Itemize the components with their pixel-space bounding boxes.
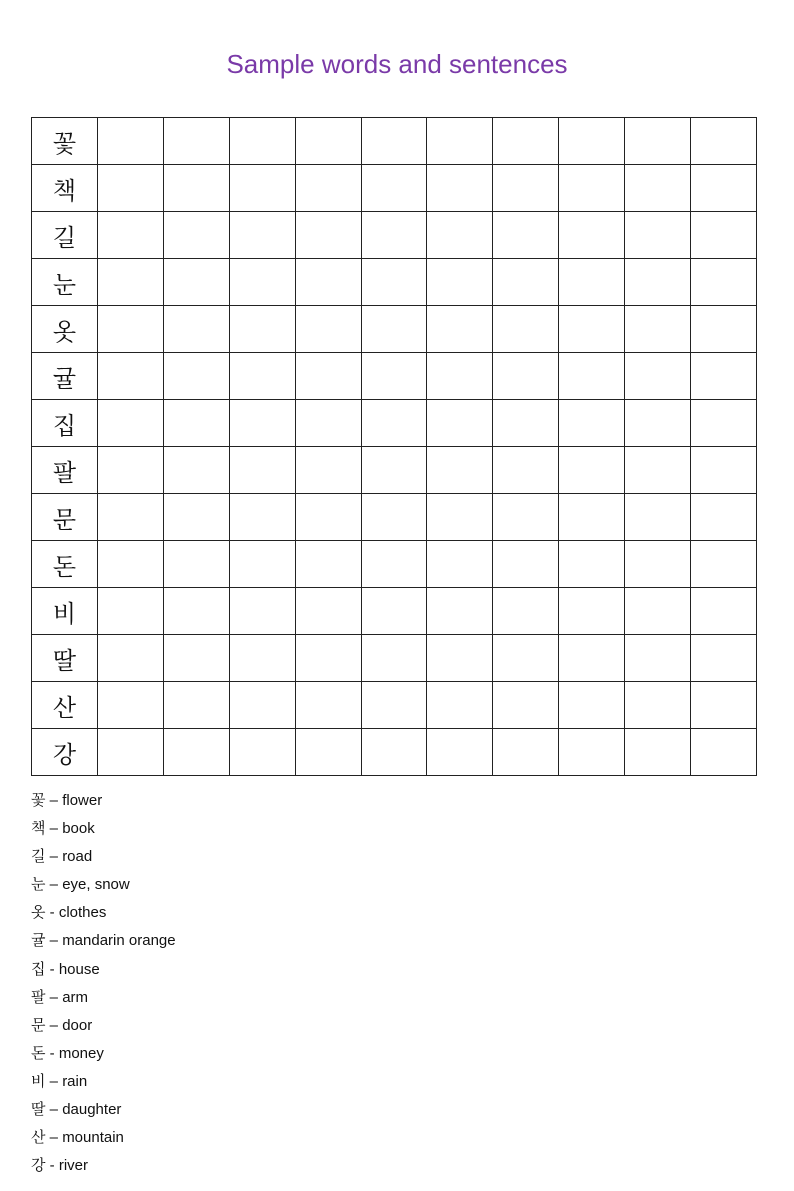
grid-practice-cell: [625, 212, 691, 259]
vocabulary-item: [31, 1039, 531, 1067]
grid-practice-cell: [361, 212, 427, 259]
vocabulary-separator: –: [45, 1101, 63, 1119]
vocabulary-meaning: house: [58, 960, 100, 978]
grid-practice-cell: [427, 447, 493, 494]
grid-practice-cell: [97, 259, 163, 306]
grid-practice-cell: [493, 165, 559, 212]
vocabulary-word: 산: [31, 1128, 46, 1147]
vocabulary-item: [31, 926, 531, 954]
grid-practice-cell: [493, 635, 559, 682]
grid-practice-cell: [295, 306, 361, 353]
grid-practice-cell: [625, 588, 691, 635]
vocabulary-word: 돈: [31, 1043, 46, 1062]
vocabulary-item: [31, 870, 531, 898]
grid-practice-cell: [97, 400, 163, 447]
grid-practice-cell: [559, 259, 625, 306]
vocabulary-separator: –: [45, 1016, 63, 1034]
vocabulary-meaning: daughter: [62, 1101, 122, 1119]
grid-practice-cell: [229, 353, 295, 400]
grid-practice-cell: [427, 682, 493, 729]
grid-practice-cell: [691, 259, 757, 306]
vocabulary-word: 꽃: [31, 791, 46, 809]
grid-syllable-cell: 팔: [32, 447, 98, 494]
grid-practice-cell: [493, 729, 559, 776]
vocabulary-meaning: mountain: [62, 1129, 124, 1147]
grid-practice-cell: [559, 400, 625, 447]
vocabulary-word: 비: [31, 1071, 46, 1090]
grid-practice-cell: [97, 635, 163, 682]
grid-row: [32, 400, 757, 447]
grid-practice-cell: [625, 165, 691, 212]
grid-practice-cell: [559, 729, 625, 776]
vocabulary-word: 옷: [31, 903, 46, 922]
grid-syllable-cell: 눈: [32, 259, 98, 306]
grid-practice-cell: [229, 729, 295, 776]
vocabulary-item: [31, 1011, 531, 1039]
grid-practice-cell: [691, 541, 757, 588]
grid-syllable-cell: 딸: [32, 635, 98, 682]
grid-practice-cell: [691, 118, 757, 165]
grid-practice-cell: [427, 306, 493, 353]
grid-practice-cell: [625, 729, 691, 776]
grid-practice-cell: [625, 682, 691, 729]
vocabulary-word: 집: [31, 959, 46, 978]
grid-syllable-cell: 꽃: [32, 118, 98, 165]
grid-practice-cell: [97, 588, 163, 635]
grid-practice-cell: [427, 259, 493, 306]
grid-practice-cell: [163, 259, 229, 306]
grid-practice-cell: [559, 165, 625, 212]
grid-practice-cell: [229, 118, 295, 165]
vocabulary-meaning: river: [58, 1157, 89, 1175]
grid-practice-cell: [691, 353, 757, 400]
grid-practice-cell: [691, 212, 757, 259]
grid-practice-cell: [427, 635, 493, 682]
grid-practice-cell: [97, 447, 163, 494]
grid-practice-cell: [361, 447, 427, 494]
grid-practice-cell: [295, 400, 361, 447]
vocabulary-meaning: road: [62, 848, 93, 866]
grid-practice-cell: [361, 306, 427, 353]
vocabulary-meaning: money: [58, 1044, 104, 1062]
grid-syllable-cell: 비: [32, 588, 98, 635]
grid-practice-cell: [427, 118, 493, 165]
grid-practice-cell: [295, 259, 361, 306]
grid-syllable-cell: 문: [32, 494, 98, 541]
practice-grid-body: [32, 118, 757, 776]
grid-practice-cell: [625, 353, 691, 400]
grid-practice-cell: [625, 400, 691, 447]
grid-practice-cell: [559, 494, 625, 541]
grid-practice-cell: [625, 635, 691, 682]
vocabulary-separator: –: [45, 1072, 63, 1090]
vocabulary-separator: –: [45, 988, 63, 1006]
vocabulary-item: [31, 898, 531, 926]
vocabulary-word: 귤: [31, 931, 46, 950]
vocabulary-meaning: arm: [62, 988, 89, 1006]
grid-row: [32, 212, 757, 259]
grid-practice-cell: [295, 729, 361, 776]
grid-syllable-cell: 책: [32, 165, 98, 212]
grid-practice-cell: [427, 165, 493, 212]
vocabulary-separator: –: [45, 792, 63, 809]
grid-practice-cell: [163, 682, 229, 729]
vocabulary-item: [31, 786, 531, 814]
grid-practice-cell: [229, 165, 295, 212]
grid-practice-cell: [163, 494, 229, 541]
grid-row: [32, 118, 757, 165]
grid-row: [32, 588, 757, 635]
vocabulary-separator: -: [45, 904, 59, 922]
vocabulary-separator: -: [45, 1157, 59, 1175]
grid-practice-cell: [295, 682, 361, 729]
grid-syllable-cell: 산: [32, 682, 98, 729]
vocabulary-list: [31, 786, 531, 1179]
grid-practice-cell: [625, 447, 691, 494]
grid-row: [32, 165, 757, 212]
grid-practice-cell: [361, 353, 427, 400]
grid-practice-cell: [559, 682, 625, 729]
grid-practice-cell: [625, 494, 691, 541]
vocabulary-meaning: eye, snow: [62, 876, 130, 894]
grid-practice-cell: [97, 729, 163, 776]
grid-syllable-cell: 돈: [32, 541, 98, 588]
vocabulary-word: 길: [31, 847, 46, 866]
grid-practice-cell: [295, 212, 361, 259]
vocabulary-item: [31, 1095, 531, 1123]
grid-practice-cell: [691, 682, 757, 729]
grid-practice-cell: [229, 541, 295, 588]
grid-practice-cell: [163, 541, 229, 588]
grid-practice-cell: [229, 306, 295, 353]
vocabulary-word: 책: [31, 819, 46, 838]
grid-practice-cell: [229, 682, 295, 729]
vocabulary-word: 팔: [31, 987, 46, 1006]
grid-practice-cell: [229, 635, 295, 682]
grid-practice-cell: [427, 400, 493, 447]
grid-practice-cell: [97, 541, 163, 588]
vocabulary-meaning: mandarin orange: [62, 932, 176, 950]
vocabulary-separator: –: [45, 820, 63, 838]
grid-practice-cell: [493, 494, 559, 541]
grid-practice-cell: [229, 447, 295, 494]
vocabulary-item: [31, 842, 531, 870]
grid-row: [32, 353, 757, 400]
grid-practice-cell: [97, 165, 163, 212]
grid-practice-cell: [97, 494, 163, 541]
grid-practice-cell: [295, 635, 361, 682]
grid-practice-cell: [691, 494, 757, 541]
grid-practice-cell: [493, 353, 559, 400]
grid-practice-cell: [97, 118, 163, 165]
grid-practice-cell: [229, 494, 295, 541]
grid-row: [32, 635, 757, 682]
grid-practice-cell: [295, 588, 361, 635]
grid-practice-cell: [559, 588, 625, 635]
grid-practice-cell: [559, 447, 625, 494]
vocabulary-item: [31, 814, 531, 842]
page-title: Sample words and sentences: [226, 49, 568, 79]
grid-practice-cell: [163, 212, 229, 259]
grid-practice-cell: [97, 306, 163, 353]
vocabulary-item: [31, 1123, 531, 1151]
vocabulary-word: 눈: [31, 875, 46, 894]
grid-practice-cell: [427, 353, 493, 400]
vocabulary-separator: –: [45, 848, 63, 866]
vocabulary-meaning: door: [62, 1016, 93, 1034]
grid-practice-cell: [559, 353, 625, 400]
grid-practice-cell: [295, 165, 361, 212]
grid-practice-cell: [229, 212, 295, 259]
grid-practice-cell: [625, 306, 691, 353]
grid-practice-cell: [493, 541, 559, 588]
grid-practice-cell: [427, 494, 493, 541]
grid-practice-cell: [361, 494, 427, 541]
grid-practice-cell: [493, 259, 559, 306]
grid-practice-cell: [559, 212, 625, 259]
vocabulary-meaning: clothes: [58, 904, 107, 922]
vocabulary-meaning: rain: [62, 1072, 88, 1090]
grid-practice-cell: [229, 588, 295, 635]
grid-practice-cell: [361, 682, 427, 729]
grid-practice-cell: [625, 259, 691, 306]
grid-practice-cell: [493, 447, 559, 494]
grid-practice-cell: [427, 729, 493, 776]
vocabulary-separator: -: [45, 1044, 59, 1062]
grid-row: [32, 729, 757, 776]
grid-practice-cell: [493, 118, 559, 165]
grid-practice-cell: [295, 118, 361, 165]
grid-practice-cell: [295, 541, 361, 588]
grid-practice-cell: [295, 447, 361, 494]
vocabulary-word: 문: [31, 1015, 46, 1034]
grid-practice-cell: [163, 400, 229, 447]
vocabulary-word: 강: [31, 1156, 46, 1175]
grid-practice-cell: [361, 729, 427, 776]
grid-practice-cell: [361, 635, 427, 682]
grid-syllable-cell: 귤: [32, 353, 98, 400]
grid-practice-cell: [97, 353, 163, 400]
grid-practice-cell: [691, 400, 757, 447]
grid-practice-cell: [493, 588, 559, 635]
grid-practice-cell: [97, 682, 163, 729]
grid-practice-cell: [493, 212, 559, 259]
grid-practice-cell: [361, 400, 427, 447]
grid-row: [32, 494, 757, 541]
grid-practice-cell: [361, 118, 427, 165]
vocabulary-item: [31, 955, 531, 983]
vocabulary-item: [31, 983, 531, 1011]
grid-practice-cell: [625, 541, 691, 588]
vocabulary-meaning: flower: [62, 792, 103, 809]
grid-practice-cell: [427, 588, 493, 635]
grid-row: [32, 306, 757, 353]
grid-practice-cell: [361, 541, 427, 588]
grid-practice-cell: [559, 306, 625, 353]
grid-practice-cell: [163, 729, 229, 776]
vocabulary-separator: –: [45, 1129, 63, 1147]
grid-practice-cell: [163, 588, 229, 635]
grid-practice-cell: [97, 212, 163, 259]
grid-practice-cell: [691, 729, 757, 776]
grid-practice-cell: [691, 447, 757, 494]
grid-practice-cell: [163, 635, 229, 682]
grid-practice-cell: [691, 165, 757, 212]
grid-practice-cell: [493, 682, 559, 729]
grid-practice-cell: [163, 353, 229, 400]
grid-practice-cell: [295, 353, 361, 400]
grid-practice-cell: [361, 259, 427, 306]
grid-practice-cell: [163, 165, 229, 212]
grid-practice-cell: [559, 541, 625, 588]
grid-row: [32, 682, 757, 729]
grid-practice-cell: [493, 306, 559, 353]
vocabulary-separator: –: [45, 932, 63, 950]
grid-syllable-cell: 강: [32, 729, 98, 776]
grid-practice-cell: [691, 588, 757, 635]
grid-practice-cell: [559, 118, 625, 165]
grid-practice-cell: [163, 118, 229, 165]
grid-row: [32, 541, 757, 588]
vocabulary-word: 딸: [31, 1100, 46, 1119]
vocabulary-separator: -: [45, 960, 59, 978]
grid-practice-cell: [625, 118, 691, 165]
vocabulary-meaning: book: [62, 820, 95, 838]
grid-practice-cell: [559, 635, 625, 682]
grid-practice-cell: [229, 400, 295, 447]
grid-practice-cell: [295, 494, 361, 541]
grid-practice-cell: [691, 635, 757, 682]
grid-practice-cell: [163, 447, 229, 494]
vocabulary-item: [31, 1151, 531, 1179]
vocabulary-item: [31, 1067, 531, 1095]
grid-syllable-cell: 옷: [32, 306, 98, 353]
grid-practice-cell: [427, 212, 493, 259]
grid-syllable-cell: 길: [32, 212, 98, 259]
grid-practice-cell: [427, 541, 493, 588]
grid-practice-cell: [163, 306, 229, 353]
grid-practice-cell: [691, 306, 757, 353]
grid-practice-cell: [229, 259, 295, 306]
grid-syllable-cell: 집: [32, 400, 98, 447]
practice-grid: [31, 117, 757, 776]
vocabulary-separator: –: [45, 876, 63, 894]
grid-practice-cell: [493, 400, 559, 447]
grid-row: [32, 259, 757, 306]
grid-practice-cell: [361, 588, 427, 635]
grid-practice-cell: [361, 165, 427, 212]
grid-row: [32, 447, 757, 494]
